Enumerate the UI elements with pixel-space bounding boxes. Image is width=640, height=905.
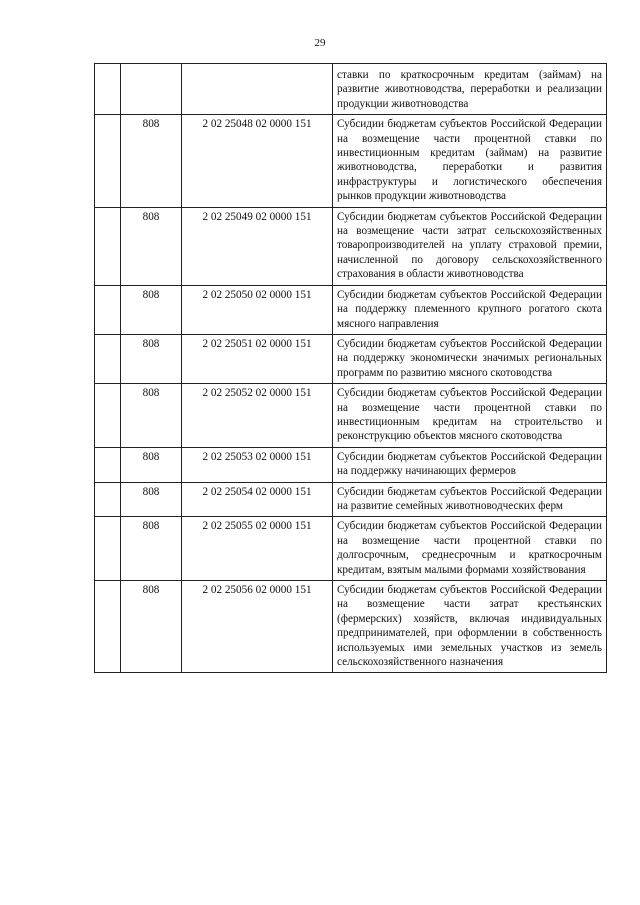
revenue-code-cell: [182, 64, 333, 115]
revenue-code-cell: 2 02 25050 02 0000 151: [182, 285, 333, 334]
admin-code-cell: [121, 64, 182, 115]
table-row: [95, 334, 607, 383]
blank-cell: [95, 581, 121, 673]
blank-cell: [95, 517, 121, 581]
table-row: [95, 64, 607, 115]
revenue-name-cell: Субсидии бюджетам субъектов Российской Федерации на развитие семейных животноводческих ферм: [333, 482, 607, 517]
admin-code-cell: 808: [121, 115, 182, 207]
revenue-name-cell: Субсидии бюджетам субъектов Российской Федерации на возмещение части процентной ставки по долгосрочным, среднесрочным и краткосрочным кредитам, взятым малыми формами хозяйствования: [333, 517, 607, 581]
table-row: [95, 207, 607, 285]
revenue-name-cell: Субсидии бюджетам субъектов Российской Федерации на возмещение части затрат крестьянских (фермерских) хозяйств, включая индивидуальных предпринимателей, при оформлении в собственность используемых ими земельных участков из земель сельскохозяйственного назначения: [333, 581, 607, 673]
blank-cell: [95, 482, 121, 517]
table-row: [95, 115, 607, 207]
table-row: [95, 581, 607, 673]
blank-cell: [95, 447, 121, 482]
table-row: [95, 384, 607, 448]
revenue-code-cell: 2 02 25055 02 0000 151: [182, 517, 333, 581]
blank-cell: [95, 384, 121, 448]
blank-cell: [95, 64, 121, 115]
table-row: [95, 447, 607, 482]
revenue-name-cell: Субсидии бюджетам субъектов Российской Федерации на возмещение части затрат сельскохозяйственных товаропроизводителей на уплату страховой премии, начисленной по договору сельскохозяйственного страхования в области животноводства: [333, 207, 607, 285]
admin-code-cell: 808: [121, 384, 182, 448]
blank-cell: [95, 285, 121, 334]
admin-code-cell: 808: [121, 285, 182, 334]
blank-cell: [95, 207, 121, 285]
table-row: [95, 517, 607, 581]
revenue-code-cell: 2 02 25051 02 0000 151: [182, 334, 333, 383]
page-number: 29: [314, 37, 326, 49]
blank-cell: [95, 115, 121, 207]
revenue-name-cell: Субсидии бюджетам субъектов Российской Федерации на возмещение части процентной ставки по инвестиционным кредитам (займам) на развитие животноводства, переработки и развития инфраструктуры и логистического обеспечения рынков продукции животноводства: [333, 115, 607, 207]
admin-code-cell: 808: [121, 517, 182, 581]
budget-codes-table: [94, 63, 607, 673]
revenue-name-cell: Субсидии бюджетам субъектов Российской Федерации на возмещение части процентной ставки по инвестиционным кредитам на строительство и реконструкцию объектов мясного скотоводства: [333, 384, 607, 448]
revenue-name-cell: Субсидии бюджетам субъектов Российской Федерации на поддержку начинающих фермеров: [333, 447, 607, 482]
admin-code-cell: 808: [121, 581, 182, 673]
revenue-code-cell: 2 02 25052 02 0000 151: [182, 384, 333, 448]
revenue-code-cell: 2 02 25048 02 0000 151: [182, 115, 333, 207]
table-row: [95, 482, 607, 517]
revenue-name-cell: ставки по краткосрочным кредитам (займам) на развитие животноводства, переработки и реализации продукции животноводства: [333, 64, 607, 115]
admin-code-cell: 808: [121, 447, 182, 482]
admin-code-cell: 808: [121, 334, 182, 383]
revenue-name-cell: Субсидии бюджетам субъектов Российской Федерации на поддержку экономически значимых региональных программ по развитию мясного скотоводства: [333, 334, 607, 383]
admin-code-cell: 808: [121, 207, 182, 285]
revenue-code-cell: 2 02 25053 02 0000 151: [182, 447, 333, 482]
revenue-code-cell: 2 02 25056 02 0000 151: [182, 581, 333, 673]
revenue-code-cell: 2 02 25054 02 0000 151: [182, 482, 333, 517]
table-row: [95, 285, 607, 334]
admin-code-cell: 808: [121, 482, 182, 517]
blank-cell: [95, 334, 121, 383]
revenue-code-cell: 2 02 25049 02 0000 151: [182, 207, 333, 285]
revenue-name-cell: Субсидии бюджетам субъектов Российской Федерации на поддержку племенного крупного рогатого скота мясного направления: [333, 285, 607, 334]
